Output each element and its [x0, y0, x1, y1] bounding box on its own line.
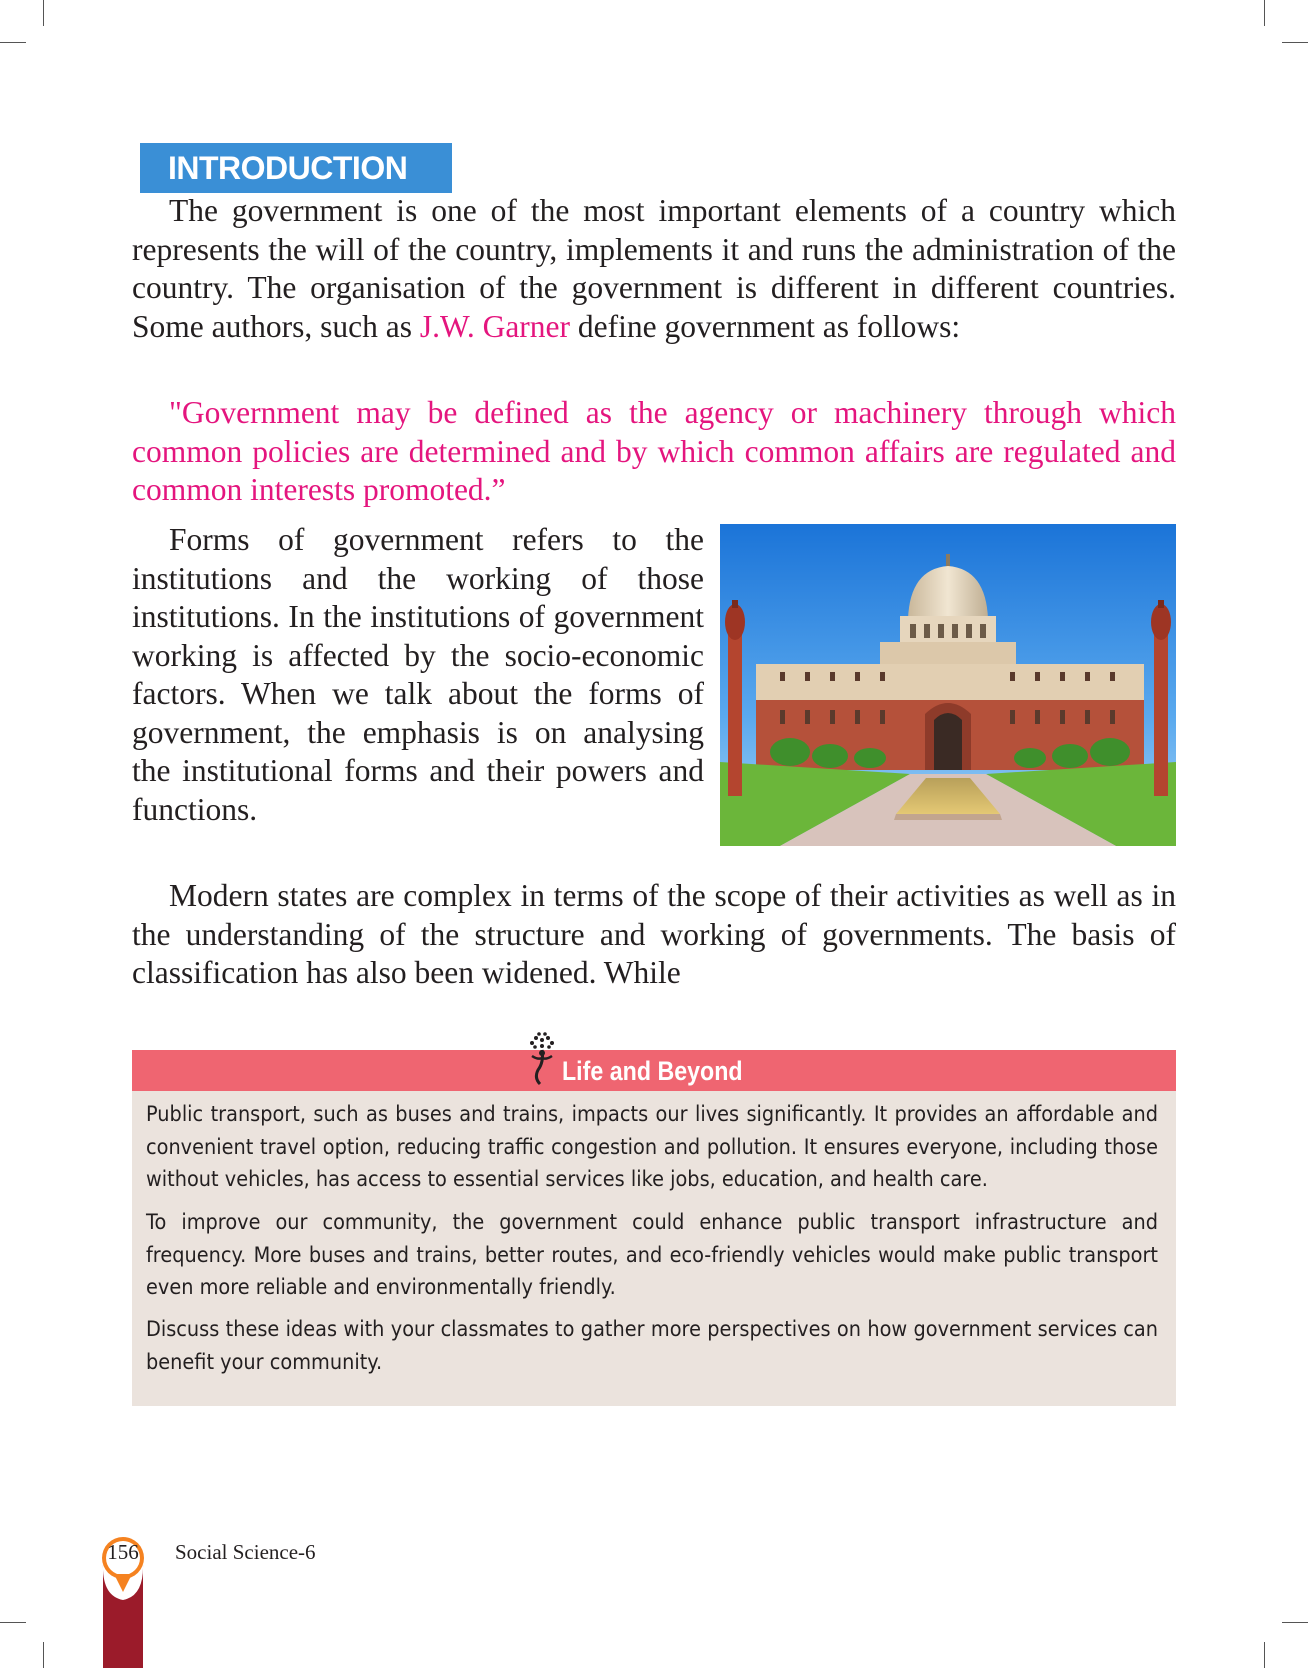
crop-mark — [1264, 0, 1265, 26]
modern-states-paragraph: Modern states are complex in terms of the scope of their activities as well as in the understanding of the structure and working of governments. The basis of classification has also been widened. While — [132, 878, 1176, 990]
crop-mark — [0, 1622, 26, 1623]
garner-quote: "Government may be defined as the agency or machinery through which common policies are determined and by which common affairs are regulated and common interests promoted.” — [132, 395, 1176, 507]
crop-mark — [43, 1642, 44, 1668]
box-paragraph-3: Discuss these ideas with your classmates to gather more perspectives on how government services can benefit your community. — [146, 1317, 1158, 1374]
box-paragraph-1: Public transport, such as buses and trains, impacts our lives significantly. It provides an affordable and convenient travel option, reducing traffic congestion and pollution. It ensures everyone, including those without vehicles, has access to essential services like jobs, education, and health care. — [146, 1102, 1158, 1191]
tree-person-icon — [524, 1030, 560, 1090]
crop-mark — [0, 42, 26, 43]
crop-mark — [43, 0, 44, 26]
section-heading: INTRODUCTION — [140, 143, 452, 193]
forms-paragraph: Forms of government refers to the institutions and the working of those institutions. In the institutions of government working is affected by the socio-economic factors. When we talk about the forms of government, the emphasis is on analysing the institutional forms and their powers and functions. — [132, 522, 704, 827]
intro-text-after: define government as follows: — [570, 308, 961, 344]
crop-mark — [1282, 42, 1308, 43]
crop-mark — [1282, 1622, 1308, 1623]
life-and-beyond-title: Life and Beyond — [562, 1056, 743, 1086]
page-number: 156 — [107, 1540, 139, 1564]
crop-mark — [1264, 1642, 1265, 1668]
intro-paragraph — [132, 192, 1176, 346]
book-title: Social Science-6 — [175, 1540, 316, 1564]
box-paragraph-2: To improve our community, the government could enhance public transport infrastructure and frequency. More buses and trains, better routes, and eco-friendly vehicles would make public transport even more reliable and environmentally friendly. — [146, 1210, 1158, 1299]
intro-text-before: The government is one of the most important elements of a country which represents the will of the country, implements it and runs the administration of the country. The organisation of the government is different in different countries. Some authors, such as — [132, 193, 1176, 344]
government-building-photo — [720, 524, 1176, 846]
author-name: J.W. Garner — [419, 308, 571, 344]
